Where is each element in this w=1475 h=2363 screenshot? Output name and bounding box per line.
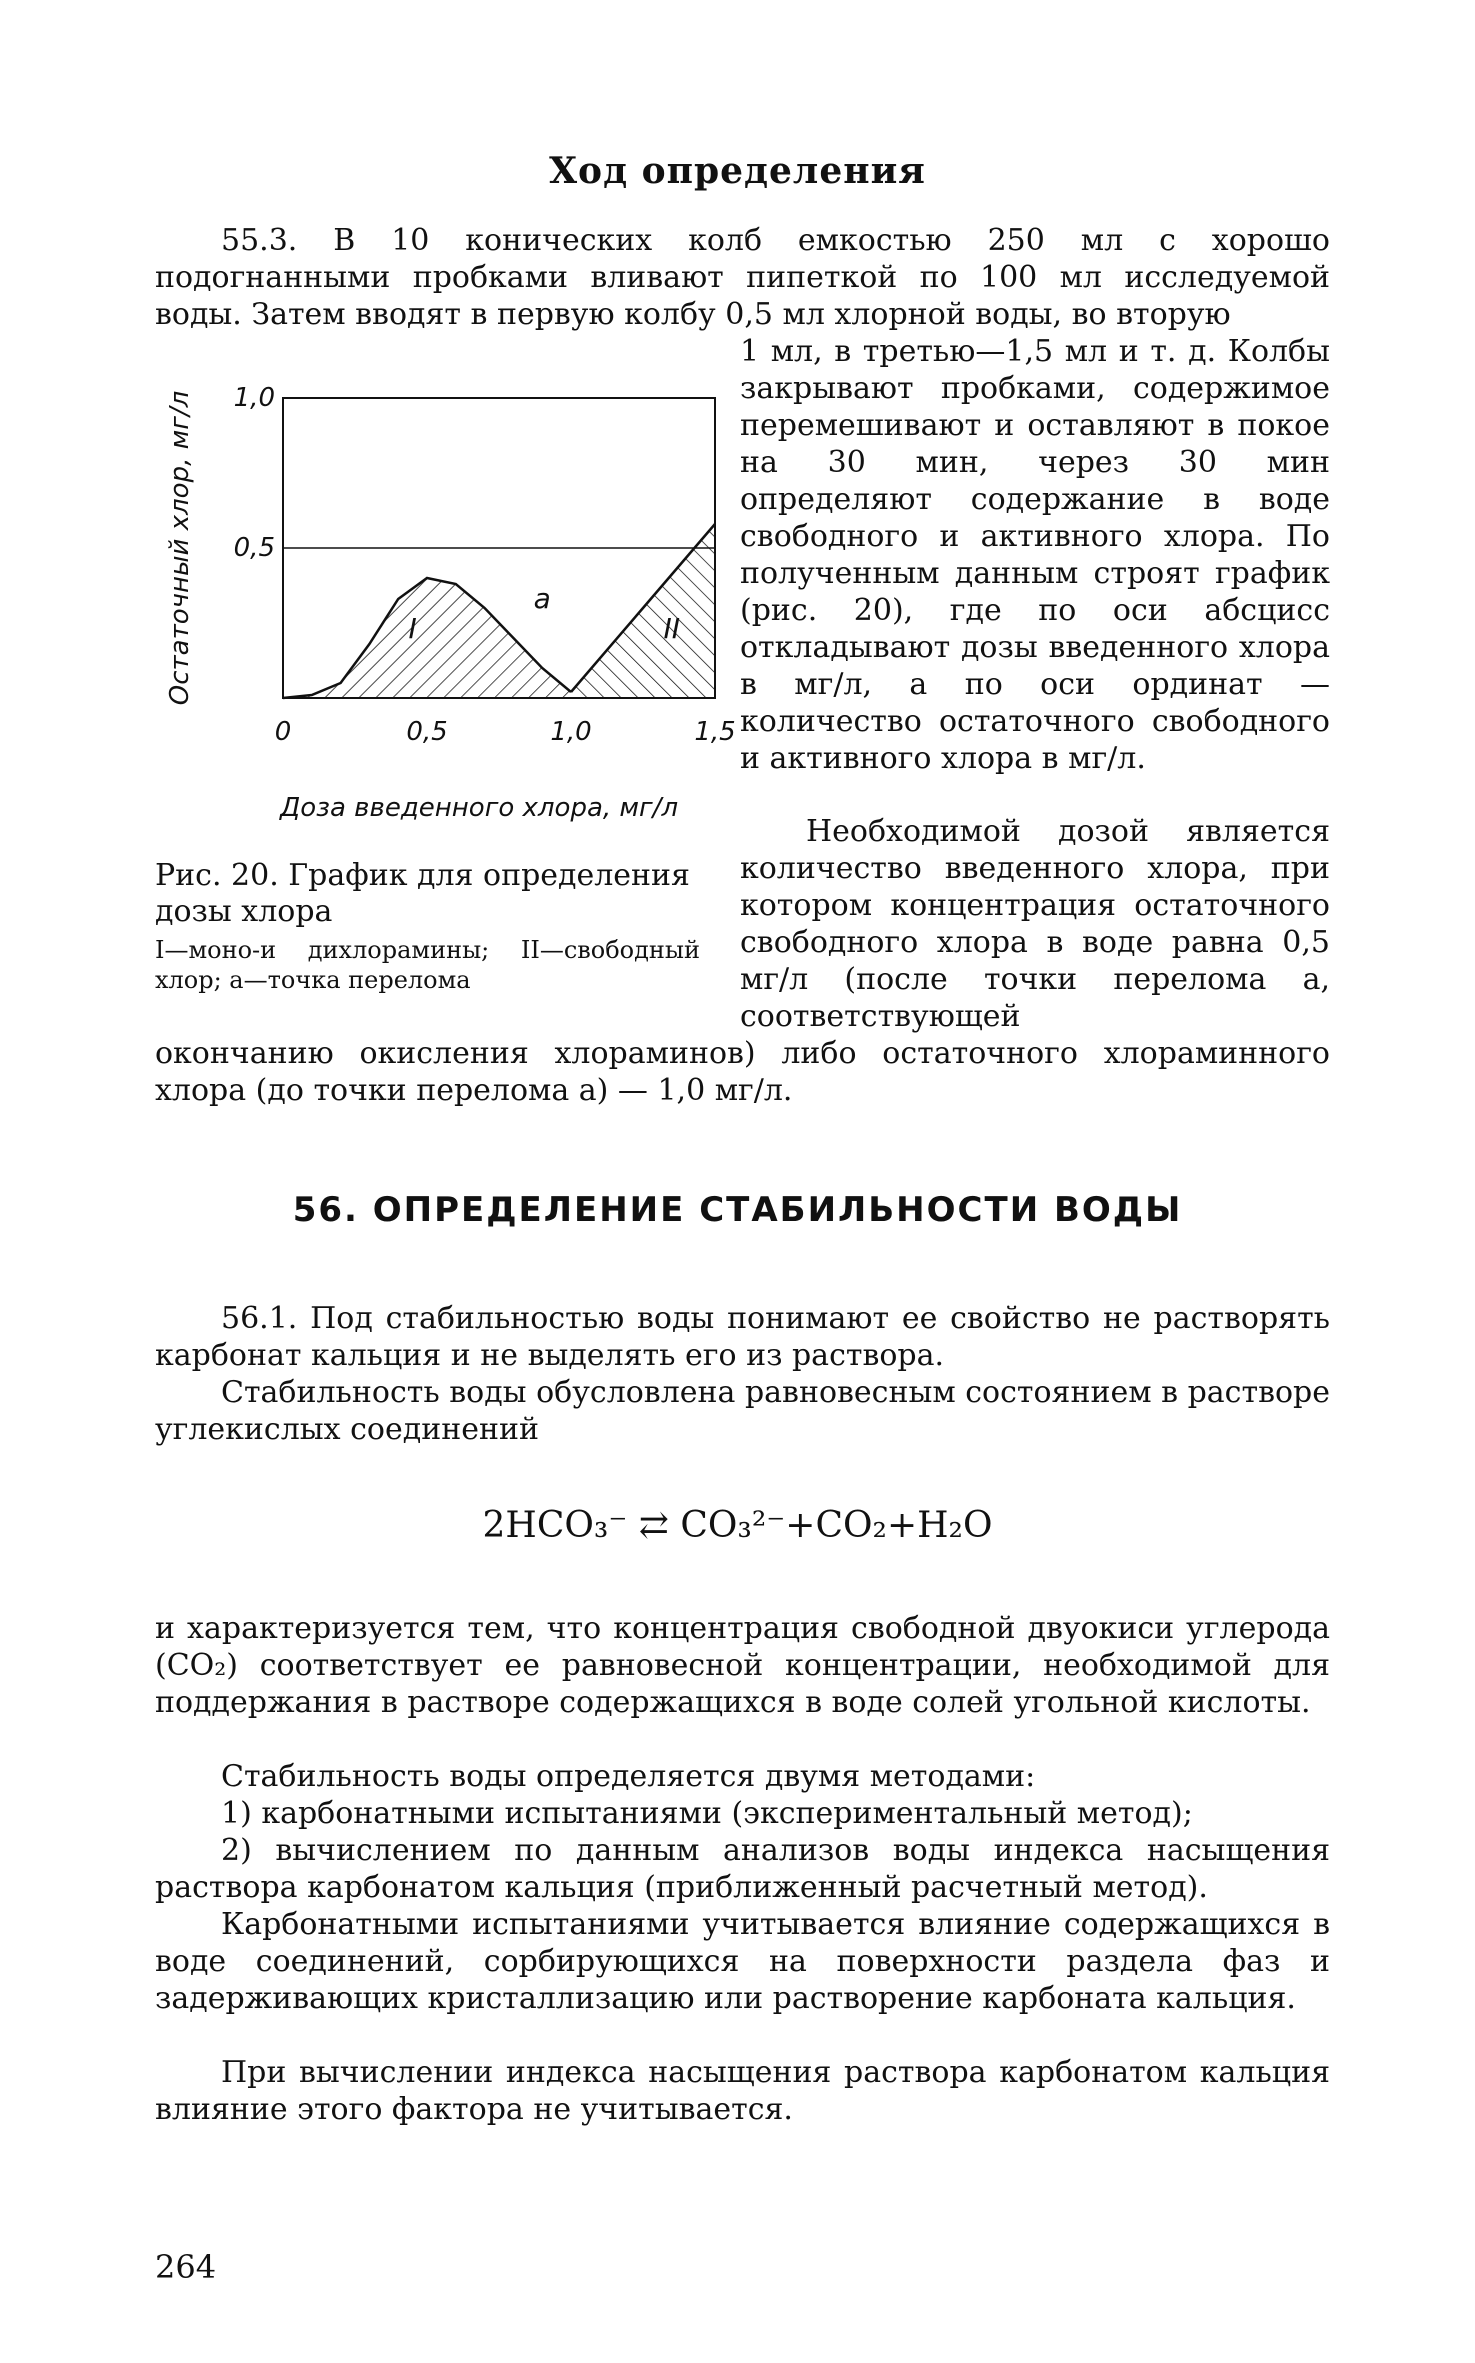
chart-x-tick-label: 1,0 xyxy=(550,717,592,747)
paragraph-55-3-top: 55.3. В 10 конических колб емкостью 250 мл с хорошо подогнанными пробками вливают пипеткой по 100 мл исследуемой воды. Затем вводят в первую колбу 0,5 мл хлорной воды, во вторую xyxy=(155,223,1330,332)
chart-x-axis-label: Доза введенного хлора, мг/л xyxy=(279,793,679,823)
page-heading: Ход определения xyxy=(549,150,926,192)
chart-y-tick-label: 0,5 xyxy=(233,533,275,563)
paragraph-calculation: При вычислении индекса насыщения раствора карбонатом кальция влияние этого фактора не учитывается. xyxy=(155,2055,1330,2127)
paragraph-methods: Стабильность воды определяется двумя методами: xyxy=(221,1759,1036,1794)
chart-annotation-I: I xyxy=(408,612,417,645)
chart-x-tick-label: 0 xyxy=(274,717,292,747)
figure-caption: Рис. 20. График для определения дозы хлора xyxy=(155,858,690,929)
paragraph-stability: Стабильность воды обусловлена равновесным состоянием в растворе углекислых соединений xyxy=(155,1375,1330,1447)
chart-annotation-II: II xyxy=(663,612,681,645)
chart-y-tick-label: 1,0 xyxy=(233,383,275,413)
paragraph-carbonate-tests: Карбонатными испытаниями учитывается влияние содержащихся в воде соединений, сорбирующихся на поверхности раздела фаз и задерживающих кристаллизацию или растворение карбоната кальция. xyxy=(155,1907,1330,2016)
paragraph-necessary-dose-cont: окончанию окисления хлораминов) либо остаточного хлораминного хлора (до точки перелома а) — 1,0 мг/л. xyxy=(155,1036,1330,1108)
paragraph-characterized: и характеризуется тем, что концентрация свободной двуокиси углерода (CO₂) соответствует ее равновесной концентрации, необходимой для поддержания в растворе содержащихся в воде солей угольной кислоты. xyxy=(155,1611,1330,1720)
chart-figure-20 xyxy=(150,380,740,830)
paragraph-necessary-dose: Необходимой дозой является количество введенного хлора, при котором концентрация остаточного свободного хлора в воде равна 0,5 мг/л (после точки перелома а, соответствующей xyxy=(740,814,1330,1034)
paragraph-56-1: 56.1. Под стабильностью воды понимают ее свойство не растворять карбонат кальция и не выделять его из раствора. xyxy=(155,1301,1330,1373)
method-item-2: 2) вычислением по данным анализов воды индекса насыщения раствора карбонатом кальция (приближенный расчетный метод). xyxy=(155,1833,1330,1905)
equilibrium-formula: 2HCO₃⁻ ⇄ CO₃²⁻+CO₂+H₂O xyxy=(482,1505,993,1546)
page-number: 264 xyxy=(155,2248,217,2286)
figure-legend: I—моно-и дихлорамины; II—свободный хлор; а—точка перелома xyxy=(155,936,700,994)
chart-y-axis-label: Остаточный хлор, мг/л xyxy=(165,390,195,706)
chart-x-tick-label: 0,5 xyxy=(406,717,448,747)
section-title: 56. ОПРЕДЕЛЕНИЕ СТАБИЛЬНОСТИ ВОДЫ xyxy=(292,1190,1183,1230)
chart-area-I xyxy=(283,578,571,698)
paragraph-55-3-right: 1 мл, в третью—1,5 мл и т. д. Колбы закрывают пробками, содержимое перемешивают и оставляют в покое на 30 мин, через 30 мин определяют содержание в воде свободного и активного хлора. По полученным данным строят график (рис. 20), где по оси абсцисс откладывают дозы введенного хлора в мг/л, а по оси ординат — количество остаточного свободного и активного хлора в мг/л. xyxy=(740,334,1330,776)
chart-annotation-a: a xyxy=(533,582,551,615)
method-item-1: 1) карбонатными испытаниями (экспериментальный метод); xyxy=(221,1796,1193,1831)
chart-x-tick-label: 1,5 xyxy=(694,717,736,747)
